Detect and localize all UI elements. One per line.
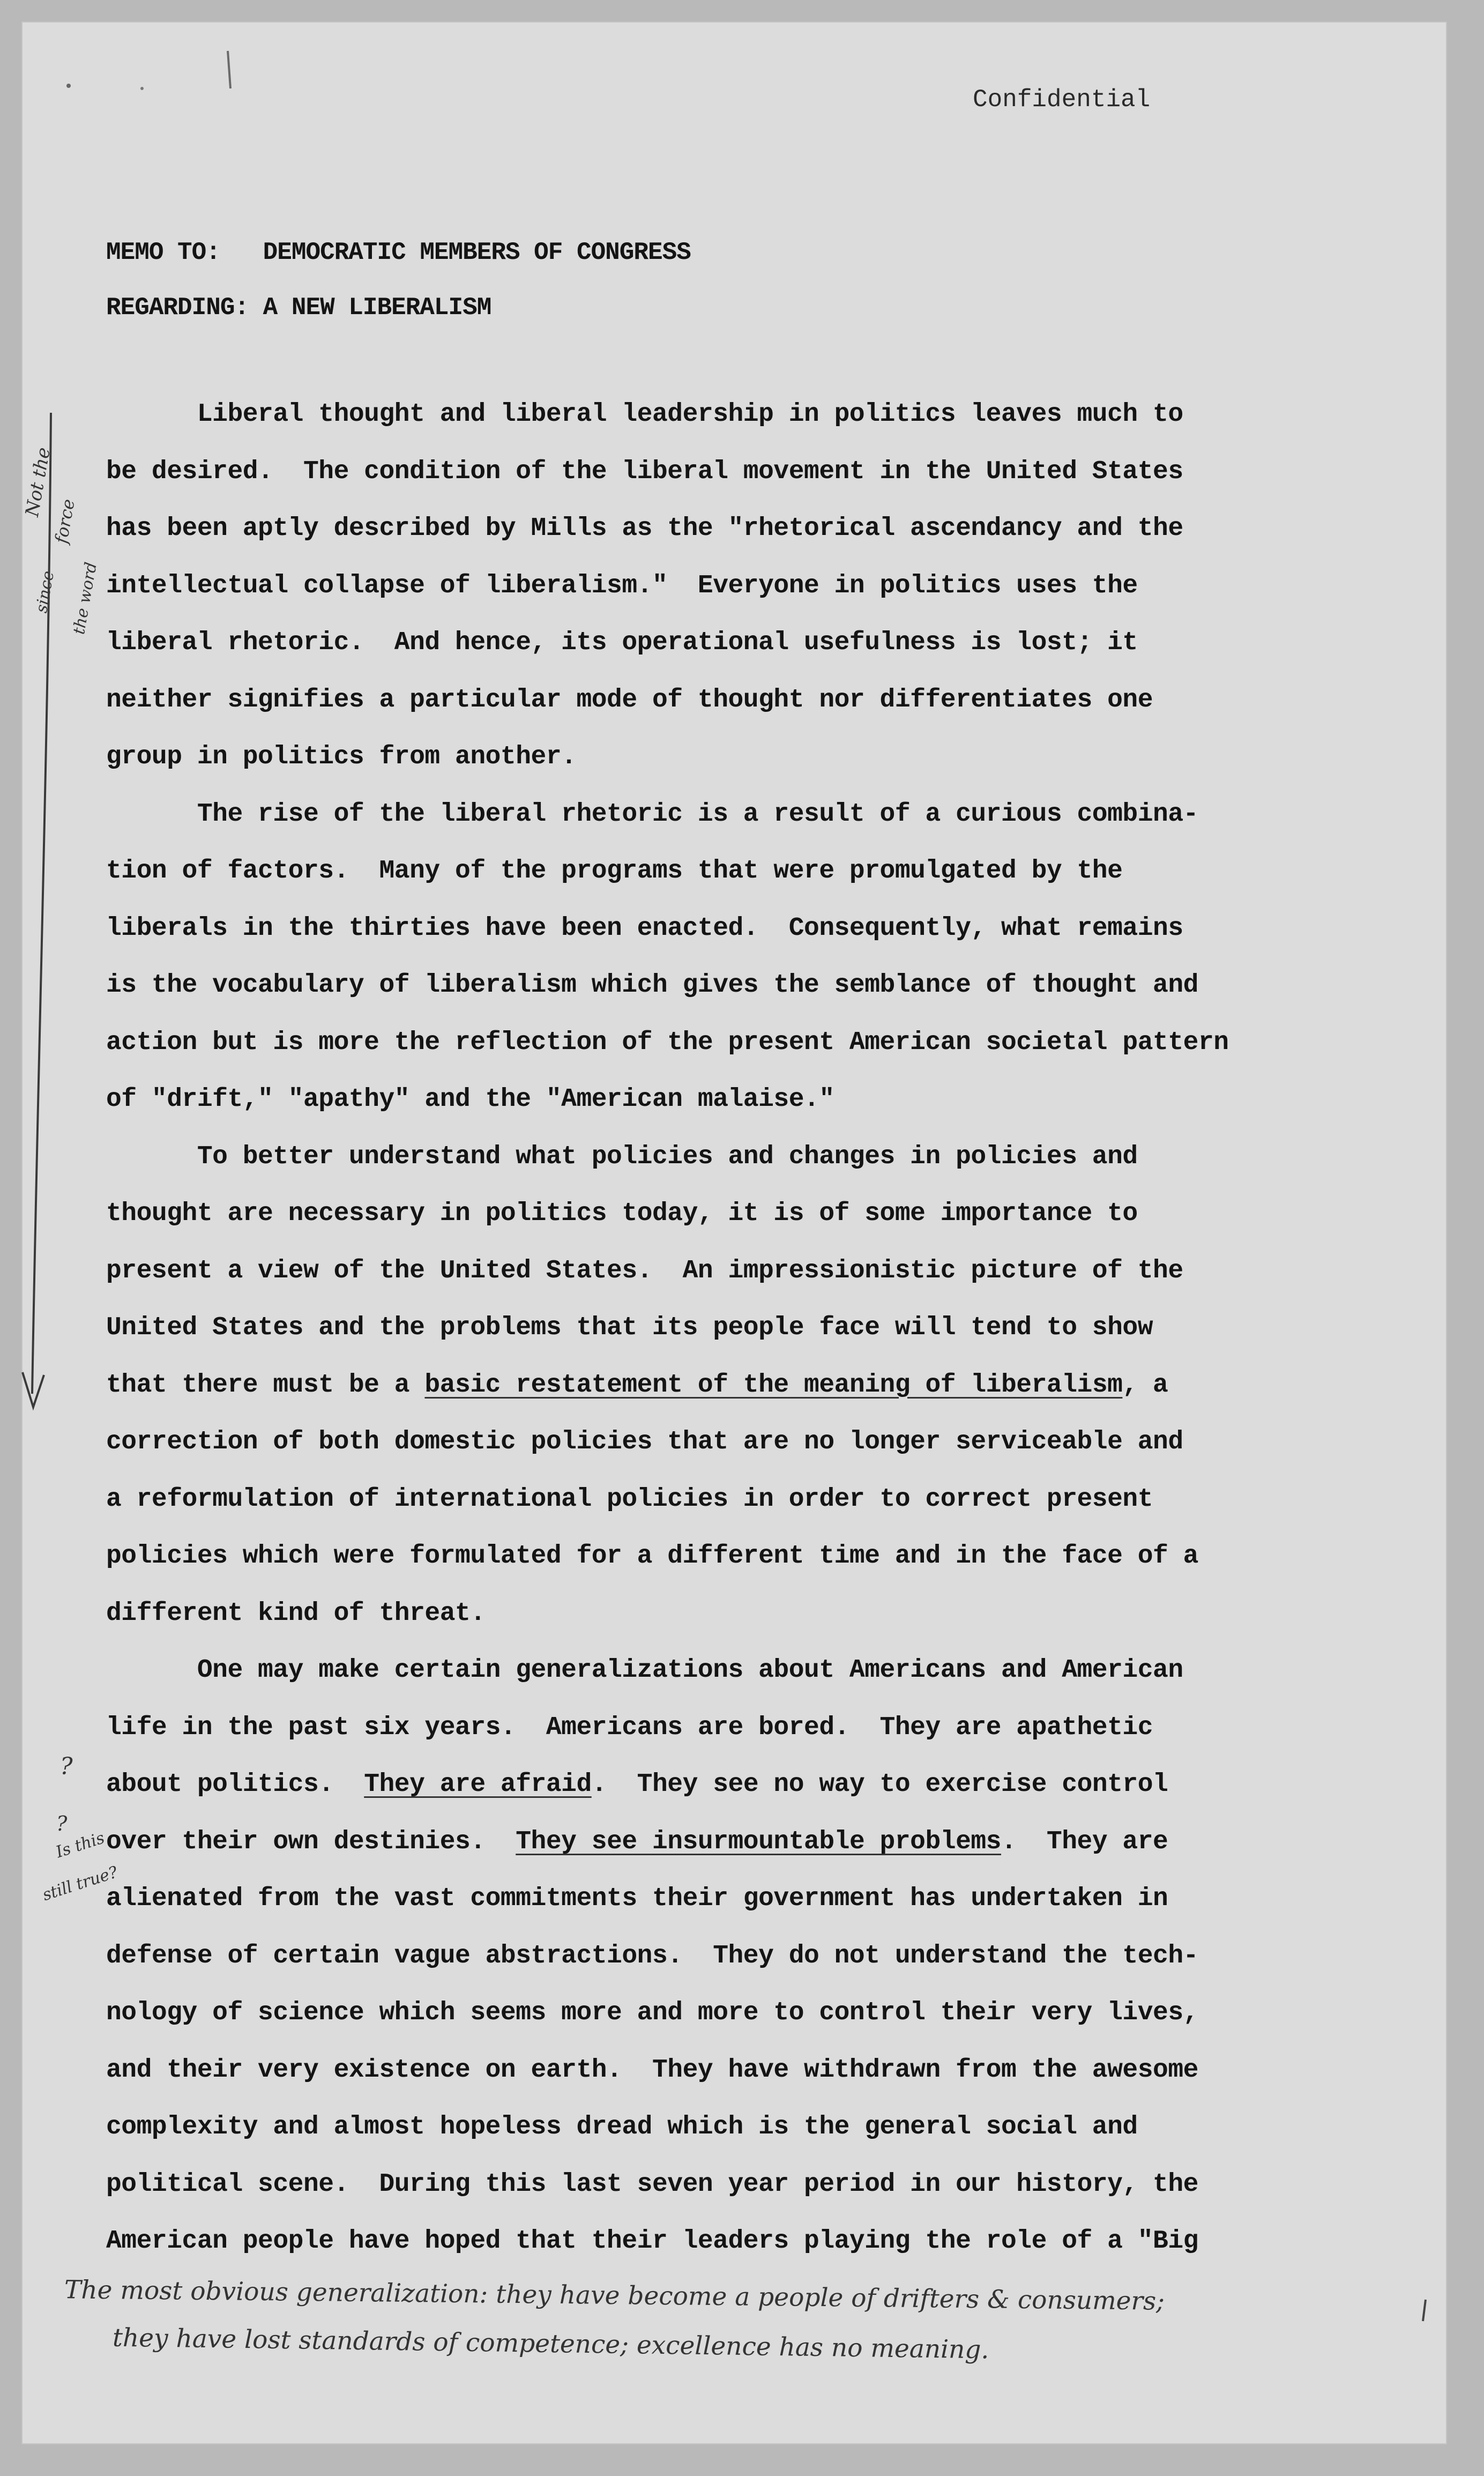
- margin-note: Not the: [21, 445, 55, 518]
- body-line: political scene. During this last seven year period in our history, the: [106, 2169, 1198, 2199]
- regarding-value: A NEW LIBERALISM: [263, 294, 491, 322]
- margin-note: Is this: [54, 1828, 107, 1862]
- margin-question-mark: ?: [56, 1812, 68, 1835]
- memo-body: [106, 386, 1392, 2270]
- body-text-span: that there must be a: [106, 1370, 425, 1400]
- underlined-phrase: They are afraid: [364, 1770, 592, 1799]
- body-line: action but is more the reflection of the present American societal pattern: [106, 1028, 1229, 1057]
- body-text-span: . They are: [1001, 1827, 1168, 1856]
- body-line: thought are necessary in politics today, it is of some importance to: [106, 1199, 1138, 1228]
- body-line: The rise of the liberal rhetoric is a result of a curious combina-: [106, 799, 1198, 829]
- body-line: nology of science which seems more and more to control their very lives,: [106, 1998, 1198, 2027]
- body-line: intellectual collapse of liberalism." Everyone in politics uses the: [106, 571, 1138, 600]
- body-line: policies which were formulated for a different time and in the face of a: [106, 1542, 1198, 1571]
- body-text-span: over their own destinies.: [106, 1827, 516, 1856]
- memo-to-value: DEMOCRATIC MEMBERS OF CONGRESS: [263, 239, 691, 266]
- body-line: life in the past six years. Americans are bored. They are apathetic: [106, 1713, 1153, 1742]
- body-line: is the vocabulary of liberalism which gives the semblance of thought and: [106, 971, 1198, 1000]
- body-text-span: , a: [1122, 1370, 1168, 1400]
- body-line: and their very existence on earth. They have withdrawn from the awesome: [106, 2055, 1198, 2085]
- body-line: has been aptly described by Mills as the "rhetorical ascendancy and the: [106, 514, 1183, 543]
- body-line: different kind of threat.: [106, 1598, 486, 1628]
- body-line: complexity and almost hopeless dread which is the general social and: [106, 2113, 1138, 2142]
- body-line: [106, 1357, 1392, 1414]
- body-line: present a view of the United States. An impressionistic picture of the: [106, 1256, 1183, 1285]
- body-line: tion of factors. Many of the programs that were promulgated by the: [106, 857, 1123, 886]
- body-text-span: . They see no way to exercise control: [591, 1770, 1168, 1799]
- regarding-line: [106, 294, 491, 322]
- memo-to-label: MEMO TO:: [106, 239, 220, 266]
- body-line: United States and the problems that its people face will tend to show: [106, 1313, 1153, 1342]
- margin-note: since: [32, 569, 58, 615]
- underlined-phrase: They see insurmountable problems: [516, 1827, 1001, 1856]
- body-line: liberals in the thirties have been enacted. Consequently, what remains: [106, 913, 1183, 943]
- margin-note: the word: [70, 561, 101, 636]
- bottom-handwritten-note: they have lost standards of competence; excellence has no meaning.: [112, 2323, 989, 2365]
- memo-to-line: [106, 239, 691, 266]
- margin-note: force: [51, 497, 79, 545]
- margin-question-mark: ?: [60, 1753, 73, 1780]
- body-line: correction of both domestic policies that are no longer serviceable and: [106, 1427, 1183, 1456]
- body-line: group in politics from another.: [106, 742, 577, 771]
- margin-note: still true?: [40, 1863, 121, 1905]
- bottom-handwritten-note: The most obvious generalization: they have become a people of drifters & consumers;: [64, 2275, 1165, 2316]
- body-line: To better understand what policies and changes in policies and: [106, 1142, 1138, 1171]
- body-text-span: about politics.: [106, 1770, 364, 1799]
- body-line: neither signifies a particular mode of thought nor differentiates one: [106, 685, 1153, 715]
- body-line: defense of certain vague abstractions. They do not understand the tech-: [106, 1941, 1198, 1971]
- body-line: One may make certain generalizations about Americans and American: [106, 1656, 1183, 1685]
- classification-label: Confidential: [973, 86, 1151, 114]
- body-line: be desired. The condition of the liberal movement in the United States: [106, 457, 1183, 486]
- body-line: American people have hoped that their leaders playing the role of a "Big: [106, 2227, 1198, 2256]
- body-line: a reformulation of international policies in order to correct present: [106, 1484, 1153, 1514]
- body-line: of "drift," "apathy" and the "American malaise.": [106, 1085, 834, 1114]
- body-line: [106, 1813, 1392, 1871]
- underlined-phrase: basic restatement of the meaning of liberalism: [424, 1370, 1123, 1400]
- regarding-label: REGARDING:: [106, 294, 249, 322]
- body-line: Liberal thought and liberal leadership in politics leaves much to: [106, 400, 1183, 429]
- body-line: [106, 1756, 1392, 1813]
- body-line: alienated from the vast commitments their government has undertaken in: [106, 1884, 1168, 1913]
- body-line: liberal rhetoric. And hence, its operational usefulness is lost; it: [106, 628, 1138, 657]
